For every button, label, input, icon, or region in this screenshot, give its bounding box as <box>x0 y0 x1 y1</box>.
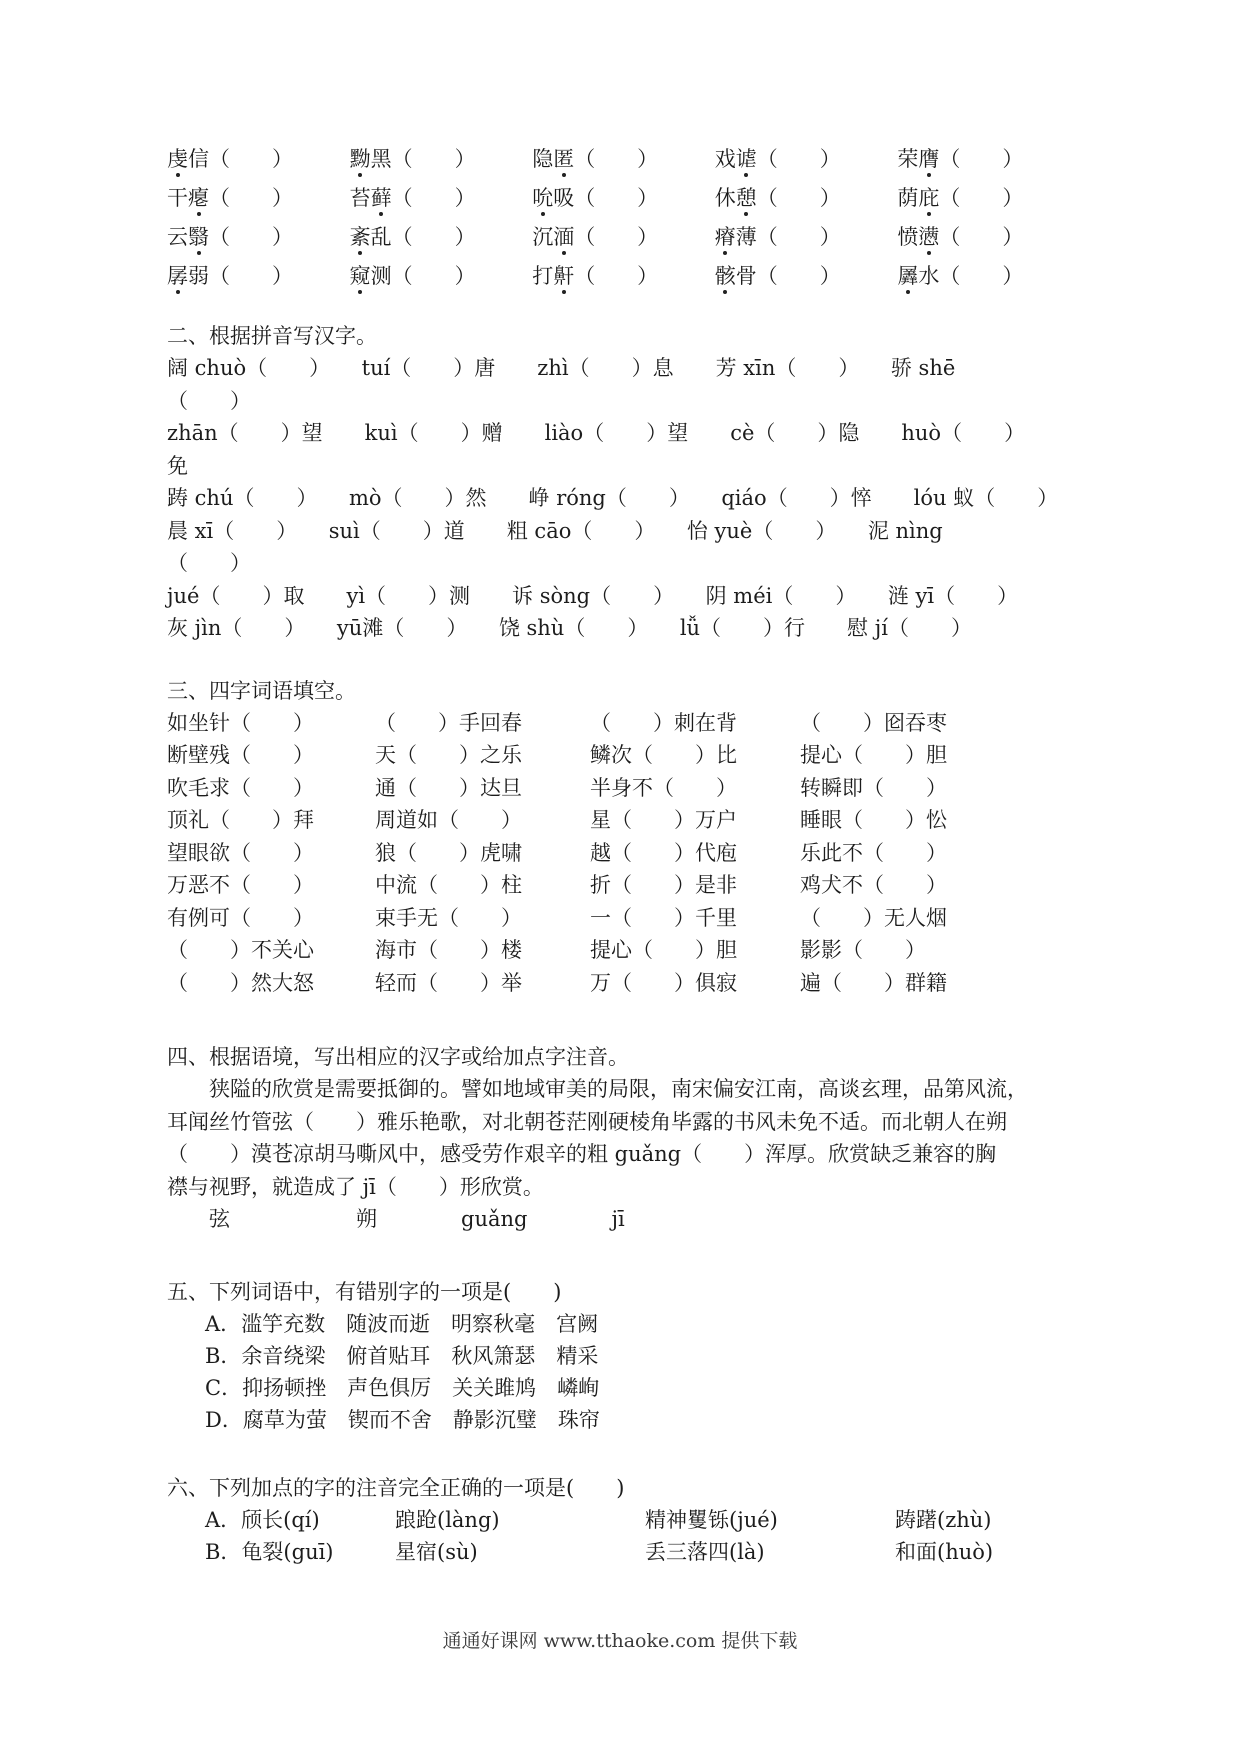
grid-cell: 海市（ ）楼 <box>375 938 522 962</box>
section-context-passage <box>167 1041 1080 1236</box>
grid-cell: 精神矍铄(jué) <box>645 1507 778 1532</box>
grid-cell: 睡眼（ ）忪 <box>800 808 947 832</box>
grid-cell: 鳞次（ ）比 <box>590 743 737 767</box>
grid-cell: （ ）然大怒 <box>167 970 314 995</box>
section-pinyin-choice <box>167 1472 1080 1568</box>
word-item: 骸骨（ ） <box>714 263 841 288</box>
word-item: 荣膺（ ） <box>897 146 1024 171</box>
grid-cell: 周道如（ ） <box>375 808 522 832</box>
word-row <box>167 216 1080 255</box>
word-item: 窥测（ ） <box>349 263 476 288</box>
grid-cell: 鸡犬不（ ） <box>800 873 947 897</box>
grid-cell: 转瞬即（ ） <box>800 775 947 800</box>
grid-cell: 和面(huò) <box>895 1539 994 1564</box>
word-item: 隐匿（ ） <box>532 146 659 171</box>
pinyin-lines <box>167 352 1080 645</box>
text-line: 晨 xī（ ） suì（ ）道 粗 cāo（ ） 怡 yuè（ ） 泥 nìng <box>167 518 943 543</box>
grid-cell: 踌躇(zhù) <box>895 1507 992 1532</box>
grid-cell: 天（ ）之乐 <box>375 743 522 767</box>
grid-cell: 折（ ）是非 <box>590 873 737 897</box>
grid-cell: 断壁残（ ） <box>167 743 314 767</box>
text-line: 狭隘的欣赏是需要抵御的。譬如地域审美的局限，南宋偏安江南，高谈玄理，品第风流， <box>167 1077 1028 1101</box>
word-item: 黝黑（ ） <box>349 146 476 171</box>
grid-row <box>167 902 1080 935</box>
text-line: A．滥竽充数 随波而逝 明察秋毫 宫阙 <box>205 1311 599 1336</box>
grid-cell: 吹毛求（ ） <box>167 775 314 800</box>
word-item: 戏谑（ ） <box>714 146 841 171</box>
grid-cell: 通（ ）达旦 <box>375 775 522 800</box>
grid-row <box>167 1536 1080 1568</box>
word-item: 打鼾（ ） <box>532 263 659 288</box>
choice-options <box>167 1308 1080 1436</box>
word-item: 紊乱（ ） <box>349 224 476 249</box>
grid-cell: 万（ ）俱寂 <box>590 970 737 995</box>
grid-cell: 半身不（ ） <box>590 775 737 800</box>
passage-lines <box>167 1073 1080 1236</box>
word-row <box>167 177 1080 216</box>
word-item: 休憩（ ） <box>714 185 841 210</box>
word-item: 孱弱（ ） <box>167 263 293 288</box>
text-line: D．腐草为萤 锲而不舍 静影沉璧 珠帘 <box>205 1407 600 1432</box>
word-item: 云翳（ ） <box>167 224 293 249</box>
section-title: 二、根据拼音写汉字。 <box>167 324 377 348</box>
word-row <box>167 255 1080 294</box>
section-title: 四、根据语境，写出相应的汉字或给加点字注音。 <box>167 1045 629 1069</box>
grid-cell: 万恶不（ ） <box>167 873 314 897</box>
text-line: （ ） <box>167 388 251 413</box>
grid-cell: （ ）不关心 <box>167 938 314 962</box>
grid-cell: 丢三落四(là) <box>645 1539 765 1564</box>
dotted-words-section <box>167 138 1080 294</box>
text-line: zhān（ ）望 kuì（ ）赠 liào（ ）望 cè（ ）隐 huò（ ） <box>167 421 1026 445</box>
grid-cell: 望眼欲（ ） <box>167 840 314 865</box>
grid-row <box>167 772 1080 805</box>
grid-cell: 越（ ）代庖 <box>590 840 737 865</box>
grid-row <box>167 739 1080 772</box>
text-line: C．抑扬顿挫 声色俱厉 关关雎鸠 嶙峋 <box>205 1375 600 1400</box>
word-item: 荫庇（ ） <box>897 185 1024 210</box>
grid-cell: （ ）无人烟 <box>800 905 947 930</box>
text-line: （ ） <box>167 551 251 575</box>
grid-cell: 星（ ）万户 <box>590 808 737 832</box>
phrase-grid <box>167 707 1080 1000</box>
grid-cell: 束手无（ ） <box>375 905 522 930</box>
grid-cell: 如坐针（ ） <box>167 710 314 735</box>
grid-cell: 顶礼（ ）拜 <box>167 808 314 832</box>
text-line: jué（ ）取 yì（ ）测 诉 sòng（ ） 阴 méi（ ） 涟 yī（ ） <box>167 583 1019 608</box>
word-item: 干瘪（ ） <box>167 185 293 210</box>
grid-cell: （ ）囵吞枣 <box>800 710 947 735</box>
word-item: 瘠薄（ ） <box>714 224 841 249</box>
text-line: （ ）漠苍凉胡马嘶风中，感受劳作艰辛的粗 guǎng（ ）浑厚。欣赏缺乏兼容的胸 <box>167 1142 997 1166</box>
word-item: 虔信（ ） <box>167 146 293 171</box>
grid-row <box>167 1504 1080 1536</box>
grid-cell: 星宿(sù) <box>395 1539 478 1564</box>
pinyin-choice-options <box>167 1504 1080 1568</box>
grid-cell: A．颀长(qí) <box>205 1507 320 1532</box>
footer-text: 通通好课网 www.tthaoke.com 提供下载 <box>442 1630 798 1652</box>
word-item: 吮吸（ ） <box>532 185 659 210</box>
grid-cell: 踉跄(làng) <box>395 1507 500 1532</box>
section-title: 六、下列加点的字的注音完全正确的一项是( ) <box>167 1475 625 1500</box>
grid-row <box>167 804 1080 837</box>
text-line: 灰 jìn（ ） yū滩（ ） 饶 shù（ ） lǚ（ ）行 慰 jí（ ） <box>167 616 972 640</box>
grid-cell: B．龟裂(guī) <box>205 1539 334 1564</box>
word-item: 愤懑（ ） <box>897 224 1024 249</box>
word-row <box>167 138 1080 177</box>
text-line: 阔 chuò（ ） tuí（ ）唐 zhì（ ）息 芳 xīn（ ） 骄 shē <box>167 356 956 380</box>
footer <box>0 1626 1240 1653</box>
word-item: 沉湎（ ） <box>532 224 659 249</box>
text-line: 踌 chú（ ） mò（ ）然 峥 róng（ ） qiáo（ ）悴 lóu 蚁（ ） <box>167 486 1059 510</box>
grid-cell: （ ）手回春 <box>375 710 522 735</box>
grid-cell: 提心（ ）胆 <box>590 938 737 962</box>
grid-cell: 有例可（ ） <box>167 905 314 930</box>
text-line: 弦 朔 guǎng jī <box>167 1207 625 1231</box>
grid-cell: （ ）刺在背 <box>590 710 737 735</box>
section-title: 三、四字词语填空。 <box>167 678 356 703</box>
grid-cell: 狼（ ）虎啸 <box>375 840 522 865</box>
grid-row <box>167 869 1080 902</box>
text-line: 耳闻丝竹管弦（ ）雅乐艳歌，对北朝苍茫刚硬棱角毕露的书风未免不适。而北朝人在朔 <box>167 1109 1007 1134</box>
text-line: B．余音绕梁 俯首贴耳 秋风箫瑟 精采 <box>205 1343 599 1368</box>
word-item: 苔藓（ ） <box>349 185 476 210</box>
text-line: 襟与视野，就造成了 jī（ ）形欣赏。 <box>167 1174 544 1199</box>
grid-cell: 轻而（ ）举 <box>375 970 522 995</box>
grid-cell: 一（ ）千里 <box>590 905 737 930</box>
section-four-char-words <box>167 675 1080 1000</box>
grid-row <box>167 967 1080 1000</box>
grid-cell: 中流（ ）柱 <box>375 873 522 897</box>
text-line: 免 <box>167 453 188 478</box>
grid-row <box>167 707 1080 740</box>
grid-cell: 乐此不（ ） <box>800 840 947 865</box>
grid-cell: 影影（ ） <box>800 938 926 962</box>
section-pinyin-to-hanzi <box>167 320 1080 645</box>
section-typo-choice <box>167 1276 1080 1436</box>
grid-cell: 遍（ ）群籍 <box>800 970 947 995</box>
grid-cell: 提心（ ）胆 <box>800 743 947 767</box>
section-title: 五、下列词语中，有错别字的一项是( ) <box>167 1279 562 1304</box>
grid-row <box>167 837 1080 870</box>
grid-row <box>167 934 1080 967</box>
word-item: 羼水（ ） <box>897 263 1024 288</box>
